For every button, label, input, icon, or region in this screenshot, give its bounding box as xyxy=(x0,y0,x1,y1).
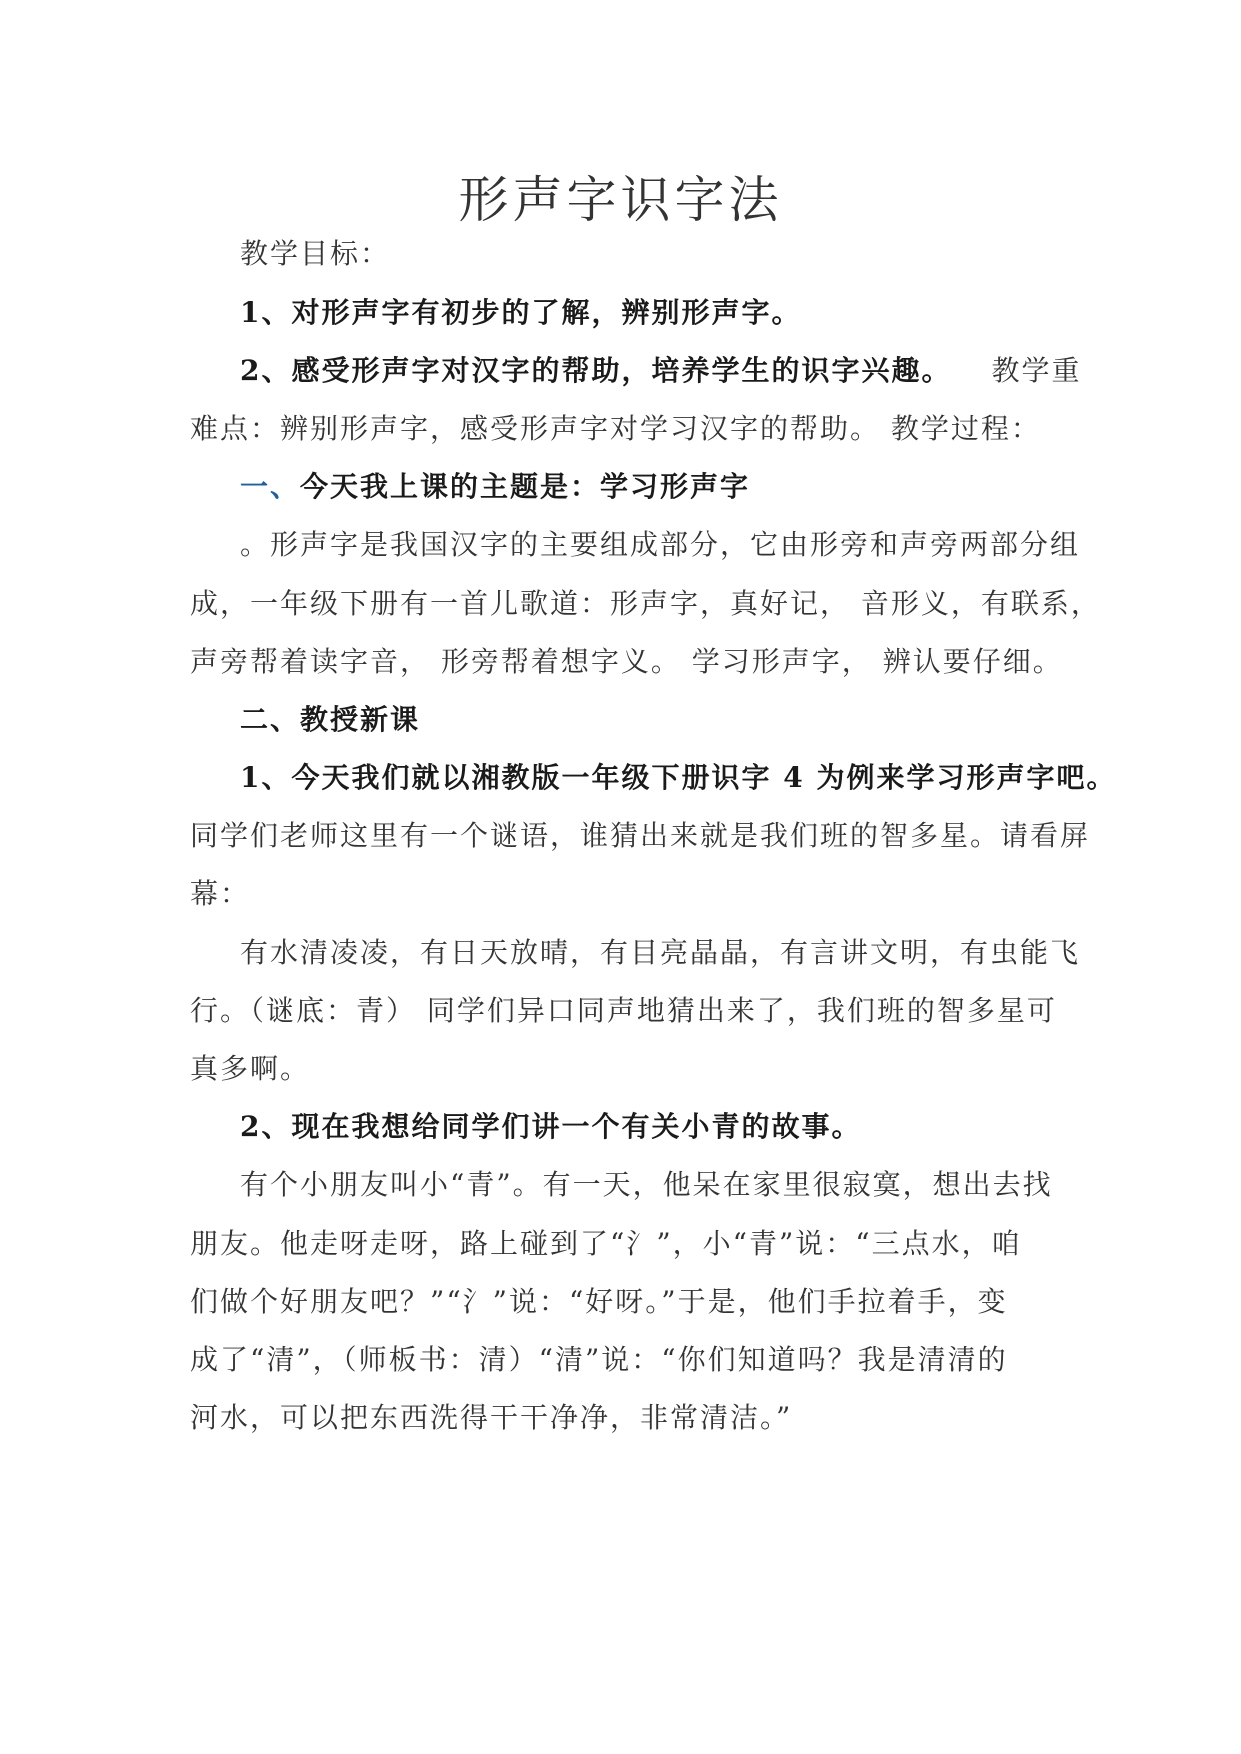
section-1-number: 一、 xyxy=(240,470,301,503)
riddle-line: 有水清凌凌，有日天放晴，有目亮晶晶，有言讲文明，有虫能飞 xyxy=(240,936,1081,969)
paragraph-line: 幕： xyxy=(190,877,251,910)
objective-2: 2、感受形声字对汉字的帮助，培养学生的识字兴趣。 xyxy=(240,354,952,387)
story-line: 有个小朋友叫小“青”。有一天，他呆在家里很寂寞，想出去找 xyxy=(240,1168,1053,1201)
objective-1: 1、对形声字有初步的了解，辨别形声字。 xyxy=(240,296,802,329)
riddle-line: 行。（谜底：青） 同学们异口同声地猜出来了，我们班的智多星可 xyxy=(190,994,1057,1027)
story-line: 河水，可以把东西洗得干干净净，非常清洁。” xyxy=(190,1401,793,1434)
riddle-line: 真多啊。 xyxy=(190,1052,311,1085)
key-points-start: 教学重 xyxy=(991,354,1082,387)
story-line: 朋友。他走呀走呀，路上碰到了“氵”，小“青”说：“三点水，咱 xyxy=(190,1227,1022,1260)
section-1-title: 今天我上课的主题是：学习形声字 xyxy=(300,470,751,503)
paragraph-line: 。形声字是我国汉字的主要组成部分，它由形旁和声旁两部分组 xyxy=(240,528,1081,561)
item-2: 2、现在我想给同学们讲一个有关小青的故事。 xyxy=(240,1110,862,1143)
objectives-heading: 教学目标： xyxy=(240,237,391,270)
item-1: 1、今天我们就以湘教版一年级下册识字 4 为例来学习形声字吧。 xyxy=(240,761,1117,794)
objective-2-line xyxy=(240,351,1082,391)
story-line: 们做个好朋友吧？”“氵”说：“好呀。”于是，他们手拉着手，变 xyxy=(190,1285,1008,1318)
paragraph-line: 成，一年级下册有一首儿歌道：形声字，真好记， 音形义，有联系， xyxy=(190,587,1101,620)
page-title: 形声字识字法 xyxy=(458,171,783,229)
key-difficulty-line: 难点：辨别形声字，感受形声字对学习汉字的帮助。 教学过程： xyxy=(190,412,1041,445)
paragraph-line: 同学们老师这里有一个谜语，谁猜出来就是我们班的智多星。请看屏 xyxy=(190,819,1091,852)
story-line: 成了“清”，（师板书：清）“清”说：“你们知道吗？我是清清的 xyxy=(190,1343,1008,1376)
section-2-heading: 二、教授新课 xyxy=(240,703,421,736)
section-1-heading xyxy=(240,467,1070,507)
paragraph-line: 声旁帮着读字音， 形旁帮着想字义。 学习形声字， 辨认要仔细。 xyxy=(190,645,1063,678)
